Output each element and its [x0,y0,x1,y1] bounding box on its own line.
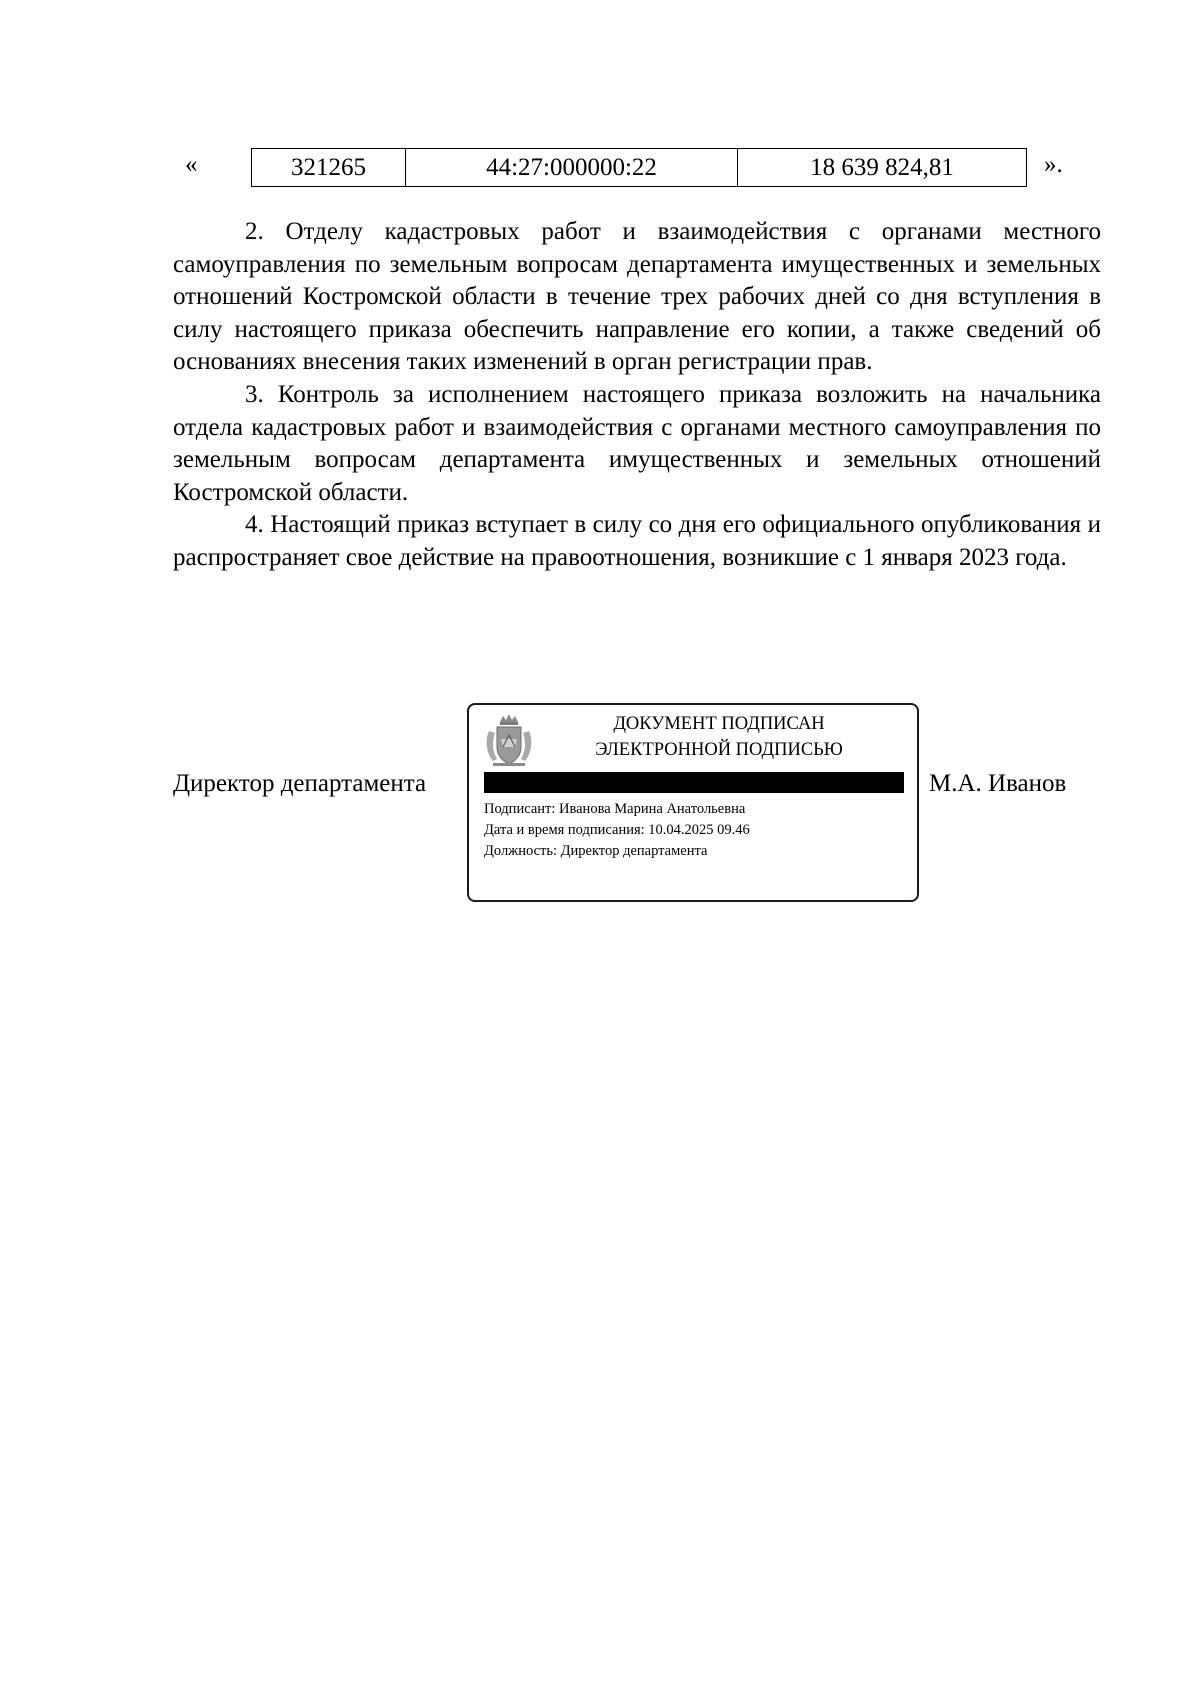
closing-quote: ». [1044,151,1063,178]
paragraph-3: 3. Контроль за исполнением настоящего приказа возложить на начальника отдела кадастровых работ и взаимодействия с органами местного самоуправления по земельным вопросам департамента имущественных и земельных отношений Костромской области. [173,380,1101,506]
redacted-certificate-bar [484,772,904,793]
table-cell-cadastral-number: 44:27:000000:22 [406,149,738,187]
signatory-name: М.А. Иванов [929,770,1067,797]
stamp-title [569,711,869,763]
paragraph-2: 2. Отделу кадастровых работ и взаимодействия с органами местного самоуправления по земельным вопросам департамента имущественных и земельных отношений Костромской области в течение трех рабочих дней со дня вступления в силу настоящего приказа обеспечить направление его копии, а также сведений об основаниях внесения таких изменений в орган регистрации прав. [173,218,1101,376]
document-body [173,216,1101,575]
stamp-datetime: Дата и время подписания: 10.04.2025 09.46 [484,822,750,838]
stamp-title-line-2: ЭЛЕКТРОННОЙ ПОДПИСЬЮ [595,740,843,760]
stamp-post: Должность: Директор департамента [484,843,708,859]
opening-quote: « [185,151,198,178]
electronic-signature-stamp [467,703,919,902]
stamp-title-line-1: ДОКУМЕНТ ПОДПИСАН [613,714,825,734]
stamp-signer: Подписант: Иванова Марина Анатольевна [484,801,746,817]
stamp-details [484,799,750,862]
coat-of-arms-icon [483,713,535,769]
paragraph-4: 4. Настоящий приказ вступает в силу со дня его официального опубликования и распространяет свое действие на правоотношения, возникшие с 1 января 2023 года. [173,511,1101,571]
cadastral-table [251,148,1027,187]
table-cell-value: 18 639 824,81 [738,149,1027,187]
signatory-position: Директор департамента [173,770,427,797]
table-row [252,149,1027,187]
table-cell-number: 321265 [252,149,406,187]
